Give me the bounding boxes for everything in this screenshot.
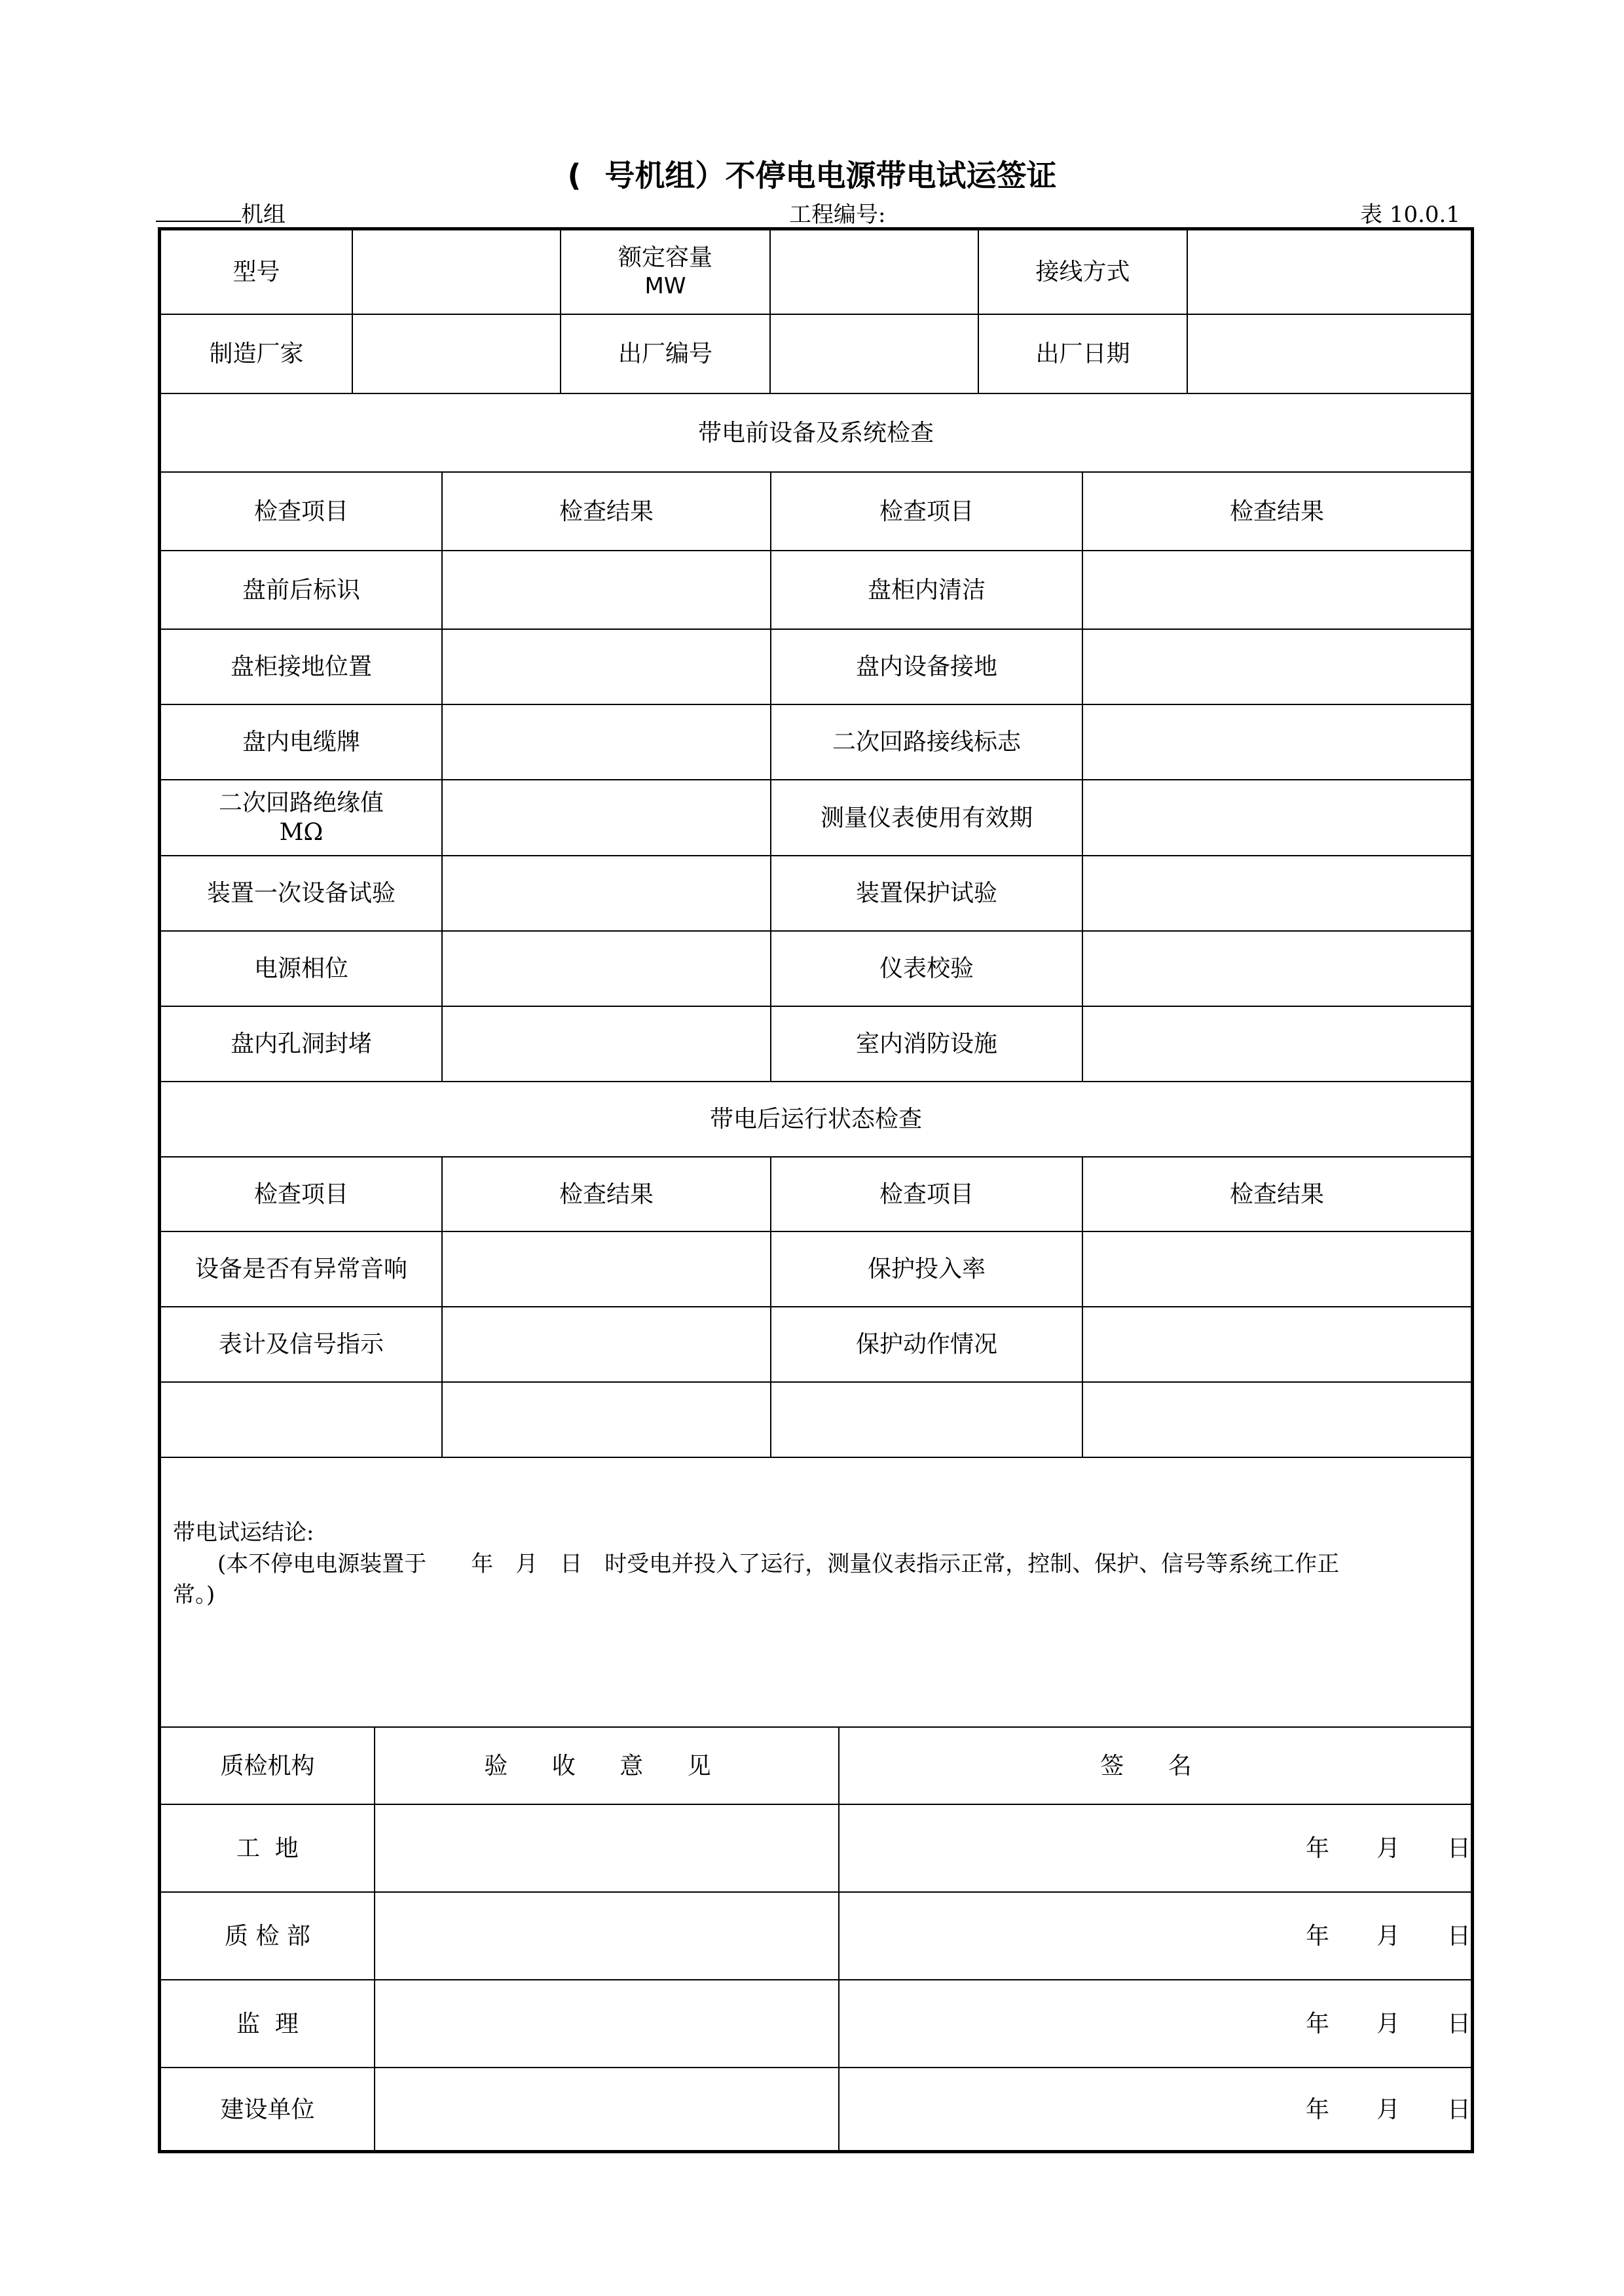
signoff-date[interactable]: 年 月 日 [1305, 2096, 1471, 2123]
title-paren: ( [567, 158, 581, 193]
pre-check-item: 盘内设备接地 [855, 653, 997, 680]
signoff-date[interactable]: 年 月 日 [1305, 1922, 1471, 1950]
pre-check-item: 测量仪表使用有效期 [820, 804, 1033, 831]
conclusion-text-line2: 常。) [173, 1582, 215, 1609]
pre-check-result[interactable] [1083, 551, 1471, 629]
signoff-col-org: 质检机构 [220, 1752, 315, 1779]
post-col-item-right: 检查项目 [879, 1180, 974, 1208]
pre-check-result[interactable] [443, 780, 770, 855]
manufacturer-value[interactable] [353, 315, 560, 393]
post-check-item: 表计及信号指示 [218, 1331, 384, 1358]
post-check-item-blank[interactable] [161, 1383, 441, 1457]
wiring-label: 接线方式 [1035, 258, 1130, 285]
signoff-col-sign: 签 名 [1100, 1752, 1210, 1779]
pre-check-result[interactable] [443, 705, 770, 779]
mfg-date-label: 出厂日期 [1035, 340, 1130, 367]
pre-col-item-left: 检查项目 [253, 498, 348, 525]
post-col-result-left: 检查结果 [559, 1180, 654, 1208]
title-text: 号机组）不停电电源带电试运签证 [604, 158, 1057, 193]
unit-label: 机组 [241, 202, 286, 228]
pre-check-result[interactable] [443, 551, 770, 629]
signoff-org: 质 检 部 [225, 1922, 310, 1950]
pre-col-item-right: 检查项目 [879, 498, 974, 525]
pre-col-result-right: 检查结果 [1229, 498, 1324, 525]
pre-check-result[interactable] [1083, 932, 1471, 1006]
post-col-item-left: 检查项目 [253, 1180, 348, 1208]
signoff-org: 监 理 [236, 2010, 299, 2037]
model-label: 型号 [232, 258, 280, 285]
signoff-date[interactable]: 年 月 日 [1305, 1834, 1471, 1862]
pre-check-result[interactable] [443, 630, 770, 704]
post-check-result[interactable] [443, 1232, 770, 1306]
pre-check-item: 盘内孔洞封堵 [230, 1030, 372, 1057]
conclusion-label: 带电试运结论: [173, 1520, 314, 1546]
post-check-title: 带电后运行状态检查 [709, 1106, 922, 1133]
pre-check-result[interactable] [1083, 630, 1471, 704]
signoff-org: 工 地 [236, 1834, 299, 1862]
signoff-org: 建设单位 [220, 2096, 315, 2123]
pre-check-result[interactable] [443, 856, 770, 930]
post-check-result-blank[interactable] [1083, 1383, 1471, 1457]
conclusion-text-line1: (本不停电电源装置于 年 月 日 时受电并投入了运行，测量仪表指示正常，控制、保护、信号等系统工作正 [217, 1550, 1340, 1577]
pre-check-item: 盘前后标识 [242, 576, 360, 604]
pre-check-result[interactable] [1083, 705, 1471, 779]
insulation-unit: MΩ [279, 819, 323, 846]
serial-no-value[interactable] [771, 315, 978, 393]
pre-check-result[interactable] [443, 932, 770, 1006]
post-check-result[interactable] [1083, 1232, 1471, 1306]
post-check-result[interactable] [1083, 1307, 1471, 1381]
post-check-item: 保护投入率 [867, 1256, 986, 1283]
signoff-opinion[interactable] [375, 1893, 838, 1979]
conclusion-block[interactable] [173, 1518, 1466, 1611]
rated-capacity-value[interactable] [771, 230, 978, 314]
pre-check-item: 电源相位 [253, 955, 348, 982]
pre-check-item: 室内消防设施 [855, 1030, 997, 1057]
unit-field [156, 196, 286, 228]
pre-check-item [161, 780, 441, 855]
pre-check-item: 二次回路接线标志 [832, 729, 1021, 756]
pre-check-item: 仪表校验 [879, 955, 974, 982]
post-check-item-blank[interactable] [771, 1383, 1082, 1457]
pre-check-item: 装置保护试验 [855, 880, 997, 907]
post-check-result-blank[interactable] [443, 1383, 770, 1457]
post-check-item: 设备是否有异常音响 [194, 1256, 407, 1283]
pre-check-item: 盘柜接地位置 [230, 653, 372, 680]
rated-capacity-text: 额定容量 [618, 244, 712, 272]
pre-check-item: 装置一次设备试验 [206, 880, 396, 907]
post-col-result-right: 检查结果 [1229, 1180, 1324, 1208]
pre-check-item: 盘内电缆牌 [242, 729, 360, 756]
pre-check-result[interactable] [1083, 1007, 1471, 1081]
serial-no-label: 出厂编号 [618, 340, 712, 367]
unit-blank[interactable] [156, 202, 241, 222]
rated-capacity-label [561, 230, 769, 314]
form-number: 表 10.0.1 [1360, 202, 1460, 228]
rated-capacity-unit: MW [644, 273, 686, 300]
pre-check-result[interactable] [1083, 780, 1471, 855]
post-check-result[interactable] [443, 1307, 770, 1381]
signoff-opinion[interactable] [375, 1805, 838, 1891]
pre-check-result[interactable] [1083, 856, 1471, 930]
wiring-value[interactable] [1188, 230, 1471, 314]
pre-check-result[interactable] [443, 1007, 770, 1081]
insulation-label: 二次回路绝缘值 [218, 790, 384, 816]
pre-col-result-left: 检查结果 [559, 498, 654, 525]
model-value[interactable] [353, 230, 560, 314]
manufacturer-label: 制造厂家 [209, 340, 304, 367]
project-no-label: 工程编号: [789, 202, 886, 228]
signoff-date[interactable]: 年 月 日 [1305, 2010, 1471, 2037]
signoff-opinion[interactable] [375, 2068, 838, 2151]
pre-check-item: 盘柜内清洁 [867, 576, 986, 604]
signoff-col-opinion: 验 收 意 见 [484, 1752, 729, 1779]
form-title [0, 152, 1624, 195]
pre-check-title: 带电前设备及系统检查 [697, 419, 934, 446]
signoff-opinion[interactable] [375, 1980, 838, 2067]
post-check-item: 保护动作情况 [855, 1331, 997, 1358]
mfg-date-value[interactable] [1188, 315, 1471, 393]
